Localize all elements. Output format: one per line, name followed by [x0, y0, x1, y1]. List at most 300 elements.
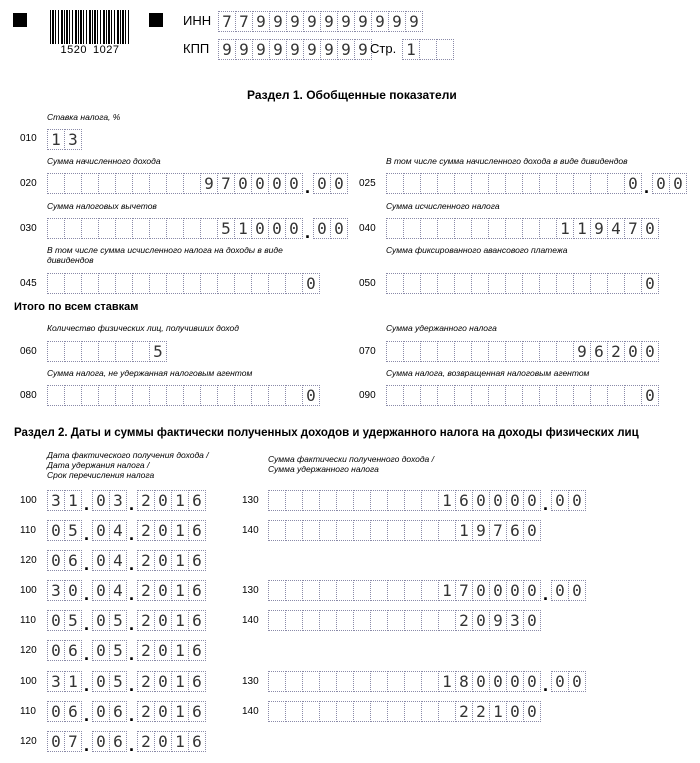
char-cell: 9 [218, 39, 236, 60]
char-cell [421, 520, 439, 541]
char-cell: 0 [641, 273, 659, 294]
decimal-separator: . [128, 584, 134, 604]
char-cell: 1 [47, 129, 65, 150]
char-cell [302, 520, 320, 541]
char-cell: 0 [472, 671, 490, 692]
char-cell: 0 [92, 490, 110, 511]
char-cell: 7 [218, 11, 236, 32]
code-140: 140 [242, 706, 259, 717]
f080-caption: Сумма налога, не удержанная налоговым агентом [47, 368, 253, 378]
char-cell: 4 [607, 218, 625, 239]
char-cell [183, 218, 201, 239]
date-field-100[interactable] [47, 580, 205, 604]
char-cell [98, 173, 116, 194]
char-cell: 7 [64, 731, 82, 752]
char-cell: 0 [472, 610, 490, 631]
char-cell: 0 [92, 550, 110, 571]
f090-field[interactable] [386, 385, 658, 406]
char-cell [522, 341, 540, 362]
date-field-110[interactable] [47, 610, 205, 634]
char-cell: 9 [252, 39, 270, 60]
char-cell [353, 490, 371, 511]
char-cell [336, 520, 354, 541]
char-cell [336, 671, 354, 692]
char-cell: 0 [506, 490, 524, 511]
char-cell [319, 490, 337, 511]
page-field[interactable] [402, 39, 453, 60]
char-cell [47, 385, 65, 406]
char-cell: 1 [556, 218, 574, 239]
char-cell: 1 [171, 490, 189, 511]
char-cell: 5 [109, 671, 127, 692]
char-cell: 9 [269, 11, 287, 32]
char-cell [471, 341, 489, 362]
char-cell: 5 [64, 610, 82, 631]
char-cell [573, 385, 591, 406]
date-field-100[interactable] [47, 671, 205, 695]
char-cell: 9 [354, 39, 372, 60]
char-cell [370, 580, 388, 601]
f045-caption-line1: В том числе сумма исчисленного налога на доходы в виде [47, 245, 283, 255]
char-cell: 0 [551, 580, 569, 601]
char-cell [404, 610, 422, 631]
char-cell [437, 173, 455, 194]
date-field-120[interactable] [47, 550, 205, 574]
code-140: 140 [242, 615, 259, 626]
char-cell: 2 [137, 640, 155, 661]
char-cell [437, 218, 455, 239]
char-cell [505, 341, 523, 362]
char-cell: 9 [489, 610, 507, 631]
date-field-100[interactable] [47, 490, 205, 514]
char-cell: 0 [92, 520, 110, 541]
char-cell: 2 [137, 610, 155, 631]
char-cell [573, 173, 591, 194]
char-cell [200, 273, 218, 294]
char-cell: 0 [268, 218, 286, 239]
f020-code: 020 [20, 178, 37, 189]
char-cell [539, 385, 557, 406]
char-cell: 0 [624, 173, 642, 194]
char-cell: 0 [641, 218, 659, 239]
left-caption-line1: Дата фактического получения дохода / [47, 450, 209, 460]
char-cell: 9 [200, 173, 218, 194]
char-cell [387, 610, 405, 631]
char-cell: 0 [154, 701, 172, 722]
left-caption-line3: Срок перечисления налога [47, 470, 155, 480]
char-cell [556, 385, 574, 406]
section2-left-caption [47, 450, 209, 480]
char-cell: 0 [154, 550, 172, 571]
char-cell [420, 218, 438, 239]
char-cell [386, 173, 404, 194]
char-cell: 0 [47, 610, 65, 631]
section2-right-caption [268, 454, 434, 474]
decimal-separator: . [83, 584, 89, 604]
char-cell: 1 [402, 39, 420, 60]
char-cell: 1 [171, 580, 189, 601]
decimal-separator: . [128, 644, 134, 664]
barcode-digits-part2: 1027 [93, 44, 120, 56]
char-cell: 1 [171, 640, 189, 661]
code-130: 130 [242, 676, 259, 687]
char-cell [200, 218, 218, 239]
char-cell: 2 [137, 701, 155, 722]
f030-field[interactable] [47, 218, 347, 242]
date-field-110[interactable] [47, 520, 205, 544]
char-cell [421, 490, 439, 511]
char-cell [353, 671, 371, 692]
char-cell [285, 490, 303, 511]
char-cell [302, 701, 320, 722]
f090-caption: Сумма налога, возвращенная налоговым агентом [386, 368, 590, 378]
f060-caption: Количество физических лиц, получивших доход [47, 323, 239, 333]
char-cell [386, 218, 404, 239]
f025-code: 025 [359, 178, 376, 189]
income-field-130[interactable] [268, 490, 585, 514]
char-cell: 0 [523, 580, 541, 601]
char-cell [438, 520, 456, 541]
tax-field-140[interactable] [268, 610, 540, 631]
char-cell: 2 [455, 610, 473, 631]
inn-field[interactable] [218, 11, 422, 32]
char-cell [471, 385, 489, 406]
char-cell: 1 [171, 610, 189, 631]
char-cell [454, 385, 472, 406]
char-cell [403, 385, 421, 406]
char-cell: 6 [109, 701, 127, 722]
char-cell: 2 [607, 341, 625, 362]
char-cell: 0 [154, 520, 172, 541]
char-cell [607, 385, 625, 406]
char-cell [115, 385, 133, 406]
char-cell: 9 [388, 11, 406, 32]
char-cell [624, 273, 642, 294]
char-cell [556, 273, 574, 294]
date-field-120[interactable] [47, 731, 205, 755]
char-cell [420, 173, 438, 194]
char-cell [404, 701, 422, 722]
f045-field[interactable] [47, 273, 319, 294]
char-cell [268, 610, 286, 631]
char-cell [98, 341, 116, 362]
decimal-separator: . [128, 705, 134, 725]
char-cell [454, 173, 472, 194]
code-140: 140 [242, 525, 259, 536]
decimal-separator: . [83, 524, 89, 544]
char-cell: 6 [188, 520, 206, 541]
char-cell: 0 [234, 173, 252, 194]
tax-field-140[interactable] [268, 520, 540, 541]
income-field-130[interactable] [268, 671, 585, 695]
char-cell [166, 218, 184, 239]
char-cell [404, 490, 422, 511]
char-cell [47, 341, 65, 362]
char-cell: 0 [551, 490, 569, 511]
f045-code: 045 [20, 278, 37, 289]
decimal-separator: . [128, 524, 134, 544]
char-cell: 6 [188, 731, 206, 752]
char-cell [522, 173, 540, 194]
char-cell: 2 [137, 671, 155, 692]
char-cell [166, 385, 184, 406]
char-cell: 6 [590, 341, 608, 362]
decimal-separator: . [128, 614, 134, 634]
char-cell [471, 173, 489, 194]
char-cell: 6 [455, 490, 473, 511]
char-cell [505, 173, 523, 194]
decimal-separator: . [304, 177, 310, 197]
f080-field[interactable] [47, 385, 319, 406]
decimal-separator: . [83, 614, 89, 634]
char-cell: 6 [188, 550, 206, 571]
char-cell [353, 580, 371, 601]
code-120: 120 [20, 645, 37, 656]
char-cell: 0 [313, 173, 331, 194]
char-cell [200, 385, 218, 406]
char-cell: 0 [523, 671, 541, 692]
char-cell: 6 [64, 701, 82, 722]
f020-field[interactable] [47, 173, 347, 197]
char-cell: 3 [47, 671, 65, 692]
f010-caption: Ставка налога, % [47, 112, 121, 122]
totals-title: Итого по всем ставкам [14, 301, 139, 313]
decimal-separator: . [83, 554, 89, 574]
char-cell: 6 [64, 550, 82, 571]
char-cell [149, 173, 167, 194]
char-cell [403, 173, 421, 194]
char-cell [64, 341, 82, 362]
char-cell: 0 [506, 580, 524, 601]
char-cell [471, 273, 489, 294]
char-cell [268, 701, 286, 722]
char-cell [64, 273, 82, 294]
char-cell: 6 [64, 640, 82, 661]
char-cell [149, 218, 167, 239]
char-cell [370, 671, 388, 692]
char-cell: 8 [455, 671, 473, 692]
char-cell [319, 520, 337, 541]
char-cell [403, 218, 421, 239]
char-cell [370, 701, 388, 722]
char-cell: 0 [47, 640, 65, 661]
char-cell [539, 341, 557, 362]
char-cell [438, 610, 456, 631]
char-cell [488, 385, 506, 406]
f050-caption: Сумма фиксированного авансового платежа [386, 245, 568, 255]
char-cell: 1 [438, 671, 456, 692]
char-cell [573, 273, 591, 294]
char-cell [386, 341, 404, 362]
char-cell [319, 701, 337, 722]
char-cell: 0 [523, 520, 541, 541]
char-cell: 6 [188, 610, 206, 631]
char-cell: 1 [171, 520, 189, 541]
char-cell [590, 273, 608, 294]
char-cell [437, 273, 455, 294]
char-cell: 9 [590, 218, 608, 239]
decimal-separator: . [128, 675, 134, 695]
char-cell [47, 273, 65, 294]
f045-caption [47, 245, 283, 265]
page-label: Стр. [370, 41, 397, 56]
char-cell: 0 [523, 610, 541, 631]
char-cell [419, 39, 437, 60]
char-cell [454, 273, 472, 294]
code-110: 110 [20, 615, 36, 626]
char-cell: 0 [268, 173, 286, 194]
char-cell [81, 173, 99, 194]
char-cell: 9 [337, 11, 355, 32]
char-cell [302, 671, 320, 692]
char-cell: 6 [188, 640, 206, 661]
char-cell: 9 [286, 39, 304, 60]
char-cell: 0 [472, 580, 490, 601]
f060-field[interactable] [47, 341, 166, 362]
date-field-120[interactable] [47, 640, 205, 664]
char-cell: 2 [137, 490, 155, 511]
tax-field-140[interactable] [268, 701, 540, 722]
f045-caption-line2: дивидендов [47, 255, 94, 265]
char-cell [302, 490, 320, 511]
income-field-130[interactable] [268, 580, 585, 604]
char-cell [386, 385, 404, 406]
f060-code: 060 [20, 346, 37, 357]
decimal-separator: . [83, 735, 89, 755]
barcode [50, 10, 130, 44]
char-cell [436, 39, 454, 60]
char-cell: 6 [188, 580, 206, 601]
char-cell: 1 [489, 701, 507, 722]
char-cell: 9 [405, 11, 423, 32]
char-cell [149, 273, 167, 294]
char-cell [183, 173, 201, 194]
char-cell: 1 [64, 671, 82, 692]
char-cell [387, 701, 405, 722]
char-cell [81, 341, 99, 362]
char-cell [454, 218, 472, 239]
kpp-field[interactable] [218, 39, 371, 60]
char-cell [387, 671, 405, 692]
char-cell: 1 [234, 218, 252, 239]
char-cell [488, 273, 506, 294]
char-cell [421, 701, 439, 722]
char-cell [421, 580, 439, 601]
char-cell: 9 [252, 11, 270, 32]
char-cell: 1 [64, 490, 82, 511]
char-cell: 1 [455, 520, 473, 541]
char-cell: 9 [320, 11, 338, 32]
char-cell: 7 [455, 580, 473, 601]
char-cell: 0 [92, 701, 110, 722]
f010-field[interactable] [47, 129, 81, 150]
inn-label: ИНН [183, 13, 212, 28]
char-cell [302, 610, 320, 631]
char-cell [438, 701, 456, 722]
char-cell [285, 273, 303, 294]
section2-title: Раздел 2. Даты и суммы фактически полученных доходов и удержанного налога на доходы физических лиц [14, 427, 639, 439]
char-cell [386, 273, 404, 294]
char-cell [387, 520, 405, 541]
char-cell [353, 610, 371, 631]
f070-code: 070 [359, 346, 376, 357]
char-cell [183, 385, 201, 406]
char-cell: 3 [109, 490, 127, 511]
char-cell: 0 [624, 341, 642, 362]
f040-field[interactable] [386, 218, 658, 239]
char-cell [64, 218, 82, 239]
char-cell [115, 218, 133, 239]
f025-field[interactable] [386, 173, 686, 197]
char-cell: 9 [472, 520, 490, 541]
char-cell: 9 [573, 341, 591, 362]
decimal-separator: . [304, 222, 310, 242]
char-cell: 1 [171, 731, 189, 752]
char-cell: 7 [489, 520, 507, 541]
code-110: 110 [20, 525, 36, 536]
char-cell [115, 173, 133, 194]
char-cell [319, 580, 337, 601]
barcode-digits-part1: 1520 [60, 44, 87, 56]
char-cell: 1 [438, 580, 456, 601]
f040-caption: Сумма исчисленного налога [386, 201, 500, 211]
char-cell [268, 490, 286, 511]
char-cell [234, 385, 252, 406]
char-cell: 0 [652, 173, 670, 194]
char-cell [285, 701, 303, 722]
char-cell: 0 [154, 580, 172, 601]
kpp-label: КПП [183, 41, 210, 56]
f040-code: 040 [359, 223, 376, 234]
char-cell [556, 173, 574, 194]
code-110: 110 [20, 706, 36, 717]
char-cell: 0 [285, 218, 303, 239]
char-cell: 0 [568, 580, 586, 601]
char-cell [353, 520, 371, 541]
char-cell: 0 [47, 550, 65, 571]
code-120: 120 [20, 555, 37, 566]
code-120: 120 [20, 736, 37, 747]
char-cell [590, 385, 608, 406]
char-cell [268, 580, 286, 601]
date-field-110[interactable] [47, 701, 205, 725]
char-cell [166, 173, 184, 194]
char-cell: 0 [92, 731, 110, 752]
char-cell [234, 273, 252, 294]
char-cell [505, 385, 523, 406]
char-cell [420, 385, 438, 406]
char-cell [336, 610, 354, 631]
char-cell [556, 341, 574, 362]
char-cell [539, 273, 557, 294]
char-cell [285, 671, 303, 692]
f070-field[interactable] [386, 341, 658, 362]
code-130: 130 [242, 495, 259, 506]
char-cell: 7 [235, 11, 253, 32]
char-cell [404, 671, 422, 692]
char-cell: 4 [109, 550, 127, 571]
char-cell: 7 [217, 173, 235, 194]
char-cell: 2 [137, 520, 155, 541]
decimal-separator: . [83, 644, 89, 664]
f050-field[interactable] [386, 273, 658, 294]
char-cell [98, 273, 116, 294]
char-cell [471, 218, 489, 239]
char-cell: 9 [303, 11, 321, 32]
char-cell [64, 385, 82, 406]
char-cell [488, 218, 506, 239]
char-cell: 9 [354, 11, 372, 32]
